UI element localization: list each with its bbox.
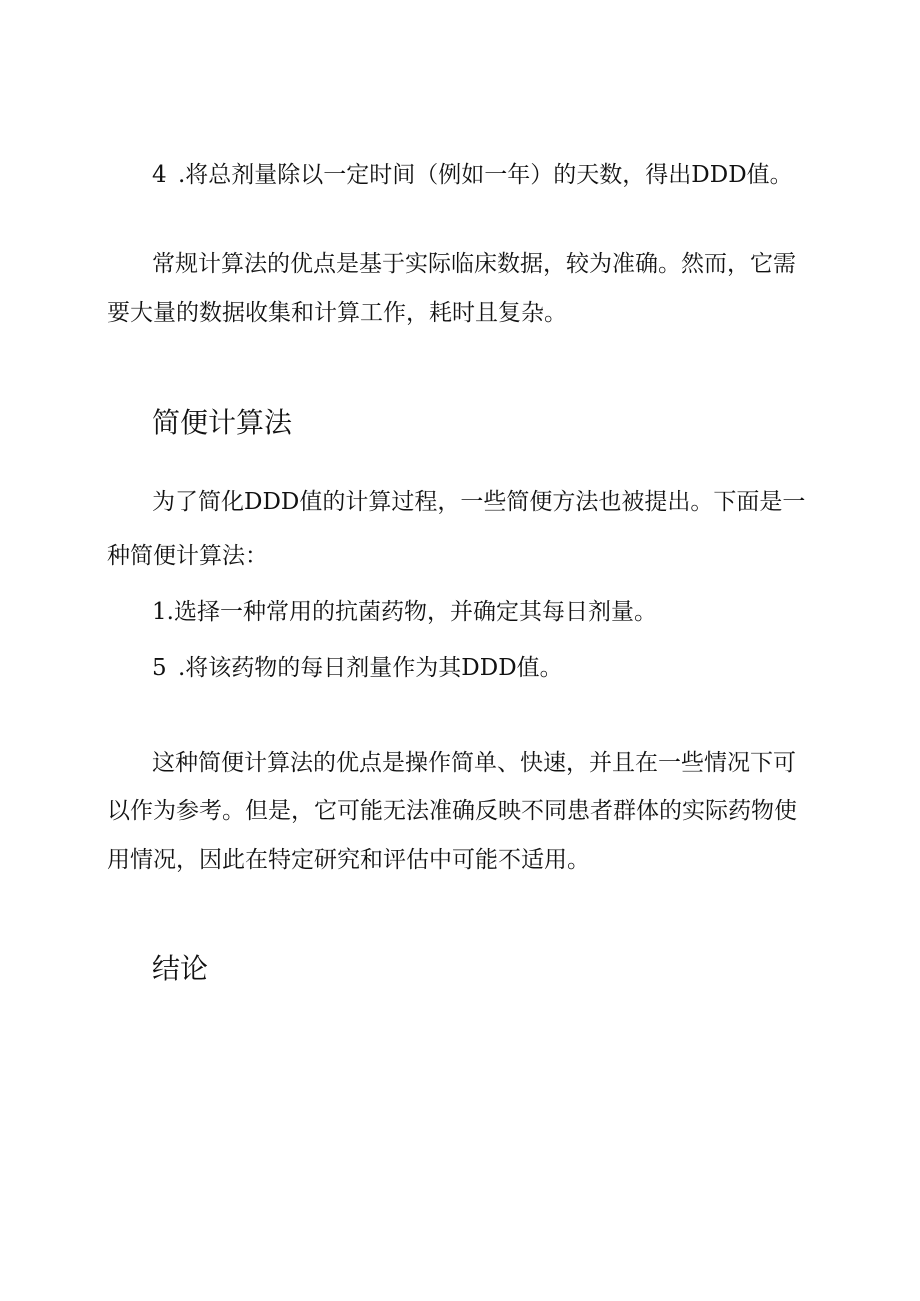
step-4-item xyxy=(152,160,793,190)
simple-step-5-text: .将该药物的每日剂量作为其DDD值。 xyxy=(178,655,563,681)
step-4-text: .将总剂量除以一定时间（例如一年）的天数，得出DDD值。 xyxy=(178,162,793,188)
conventional-summary-line-2: 要大量的数据收集和计算工作，耗时且复杂。 xyxy=(107,300,567,326)
section-title-simple-method: 简便计算法 xyxy=(152,406,293,439)
simple-summary-line-2: 以作为参考。但是，它可能无法准确反映不同患者群体的实际药物使 xyxy=(107,798,797,824)
step-4-number: 4 xyxy=(152,162,167,188)
simple-summary-line-1: 这种简便计算法的优点是操作简单、快速，并且在一些情况下可 xyxy=(152,750,796,776)
simple-step-5-item xyxy=(152,653,563,683)
simple-intro-line-1: 为了简化DDD值的计算过程，一些简便方法也被提出。下面是一 xyxy=(152,489,806,515)
section-title-conclusion: 结论 xyxy=(152,952,209,985)
conventional-summary-line-1: 常规计算法的优点是基于实际临床数据，较为准确。然而，它需 xyxy=(152,251,796,277)
simple-summary-line-3: 用情况，因此在特定研究和评估中可能不适用。 xyxy=(107,847,590,873)
simple-step-5-number: 5 xyxy=(152,655,167,681)
simple-intro-line-2: 种简便计算法： xyxy=(107,543,268,569)
simple-step-1: 1.选择一种常用的抗菌药物，并确定其每日剂量。 xyxy=(152,599,657,625)
